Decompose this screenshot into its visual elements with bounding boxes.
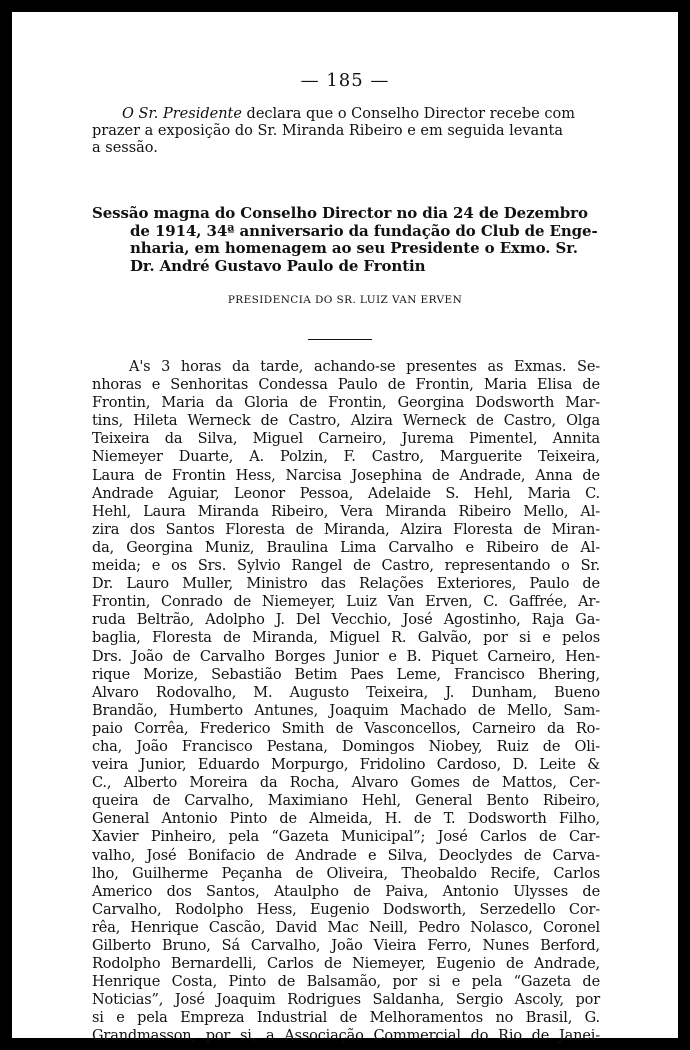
body-line: Andrade Aguiar, Leonor Pessoa, Adelaide S. Hehl, Maria C.	[92, 485, 600, 502]
page-number: — 185 —	[300, 70, 390, 91]
body-line: C., Alberto Moreira da Rocha, Alvaro Gomes de Mattos, Cer-	[92, 775, 600, 792]
body-line: Hehl, Laura Miranda Ribeiro, Vera Miranda Ribeiro Mello, Al-	[92, 503, 600, 520]
body-line: Brandão, Humberto Antunes, Joaquim Machado de Mello, Sam-	[92, 702, 600, 719]
body-line: Henrique Costa, Pinto de Balsamão, por si e pela “Gazeta de	[92, 974, 600, 991]
body-line: Xavier Pinheiro, pela “Gazeta Municipal”; José Carlos de Car-	[92, 829, 600, 846]
body-line: Teixeira da Silva, Miguel Carneiro, Jurema Pimentel, Annita	[92, 431, 600, 448]
intro-line: a sessão.	[92, 140, 158, 156]
body-line: Laura de Frontin Hess, Narcisa Josephina de Andrade, Anna de	[92, 467, 600, 484]
body-line: cha, João Francisco Pestana, Domingos Niobey, Ruiz de Oli-	[92, 738, 600, 755]
presidency-line: PRESIDENCIA DO SR. LUIZ VAN ERVEN	[227, 294, 463, 306]
body-line: rêa, Henrique Cascão, David Mac Neill, Pedro Nolasco, Coronel	[92, 919, 600, 936]
heading-line: nharia, em homenagem ao seu Presidente o Exmo. Sr.	[130, 239, 578, 257]
body-line: Americo dos Santos, Ataulpho de Paiva, Antonio Ulysses de	[92, 883, 600, 900]
intro-line: prazer a exposição do Sr. Miranda Ribeiro e em seguida levanta	[92, 123, 564, 139]
intro-text: declara que o Conselho Director recebe com	[241, 106, 575, 122]
session-heading	[92, 205, 600, 275]
body-line: Grandmasson, por si, a Associação Commercial do Rio de Janei-	[92, 1028, 600, 1045]
body-line: Dr. Lauro Muller, Ministro das Relações Exteriores, Paulo de	[92, 576, 600, 593]
body-line: Alvaro Rodovalho, M. Augusto Teixeira, J. Dunham, Bueno	[92, 684, 600, 701]
heading-line: Dr. André Gustavo Paulo de Frontin	[130, 256, 426, 275]
body-line: queira de Carvalho, Maximiano Hehl, General Bento Ribeiro,	[92, 793, 600, 810]
body-line: si e pela Empreza Industrial de Melhoramentos no Brasil, G.	[92, 1010, 600, 1027]
body-line: Niemeyer Duarte, A. Polzin, F. Castro, Marguerite Teixeira,	[92, 449, 600, 466]
heading-line: de 1914, 34ª anniversario da fundação do Club de Enge-	[130, 221, 598, 240]
heading-line: Sessão magna do Conselho Director no dia 24 de Dezembro	[92, 204, 588, 222]
body-line: Frontin, Maria da Gloria de Frontin, Georgina Dodsworth Mar-	[92, 395, 600, 412]
body-line: Frontin, Conrado de Niemeyer, Luiz Van Erven, C. Gaffrée, Ar-	[92, 594, 600, 611]
body-line: baglia, Floresta de Miranda, Miguel R. Galvão, por si e pelos	[92, 630, 600, 647]
body-line: A's 3 horas da tarde, achando-se presentes as Exmas. Se-	[129, 359, 600, 375]
section-divider	[308, 339, 372, 340]
body-line: Gilberto Bruno, Sá Carvalho, João Vieira Ferro, Nunes Berford,	[92, 938, 600, 954]
body-line: tins, Hileta Werneck de Castro, Alzira Werneck de Castro, Olga	[92, 413, 600, 430]
body-line: ruda Beltrão, Adolpho J. Del Vecchio, José Agostinho, Raja Ga-	[92, 612, 600, 629]
body-line: Noticias”, José Joaquim Rodrigues Saldanha, Sergio Ascoly, por	[92, 992, 600, 1009]
body-line: meida; e os Srs. Sylvio Rangel de Castro, representando o Sr.	[92, 558, 600, 575]
body-line: da, Georgina Muniz, Braulina Lima Carvalho e Ribeiro de Al-	[92, 539, 600, 556]
body-line: valho, José Bonifacio de Andrade e Silva, Deoclydes de Carva-	[92, 847, 600, 864]
body-line: Drs. João de Carvalho Borges Junior e B. Piquet Carneiro, Hen-	[92, 648, 600, 665]
body-line: General Antonio Pinto de Almeida, H. de T. Dodsworth Filho,	[92, 811, 600, 828]
body-line: lho, Guilherme Peçanha de Oliveira, Theobaldo Recife, Carlos	[92, 865, 600, 882]
body-line: paio Corrêa, Frederico Smith de Vasconcellos, Carneiro da Ro-	[92, 720, 600, 737]
body-line: zira dos Santos Floresta de Miranda, Alzira Floresta de Miran-	[92, 521, 600, 538]
body-line: nhoras e Senhoritas Condessa Paulo de Frontin, Maria Elisa de	[92, 377, 600, 394]
body-line: Carvalho, Rodolpho Hess, Eugenio Dodsworth, Serzedello Cor-	[92, 901, 600, 918]
body-line: rique Morize, Sebastião Betim Paes Leme, Francisco Bhering,	[92, 666, 600, 683]
intro-paragraph	[92, 106, 598, 157]
document-page	[12, 12, 678, 1045]
body-line: Rodolpho Bernardelli, Carlos de Niemeyer, Eugenio de Andrade,	[92, 956, 600, 973]
body-line: veira Junior, Eduardo Morpurgo, Fridolino Cardoso, D. Leite &	[92, 757, 600, 774]
intro-line	[92, 106, 598, 123]
attendees-paragraph	[92, 358, 600, 1046]
intro-italic: O Sr. Presidente	[122, 106, 242, 122]
